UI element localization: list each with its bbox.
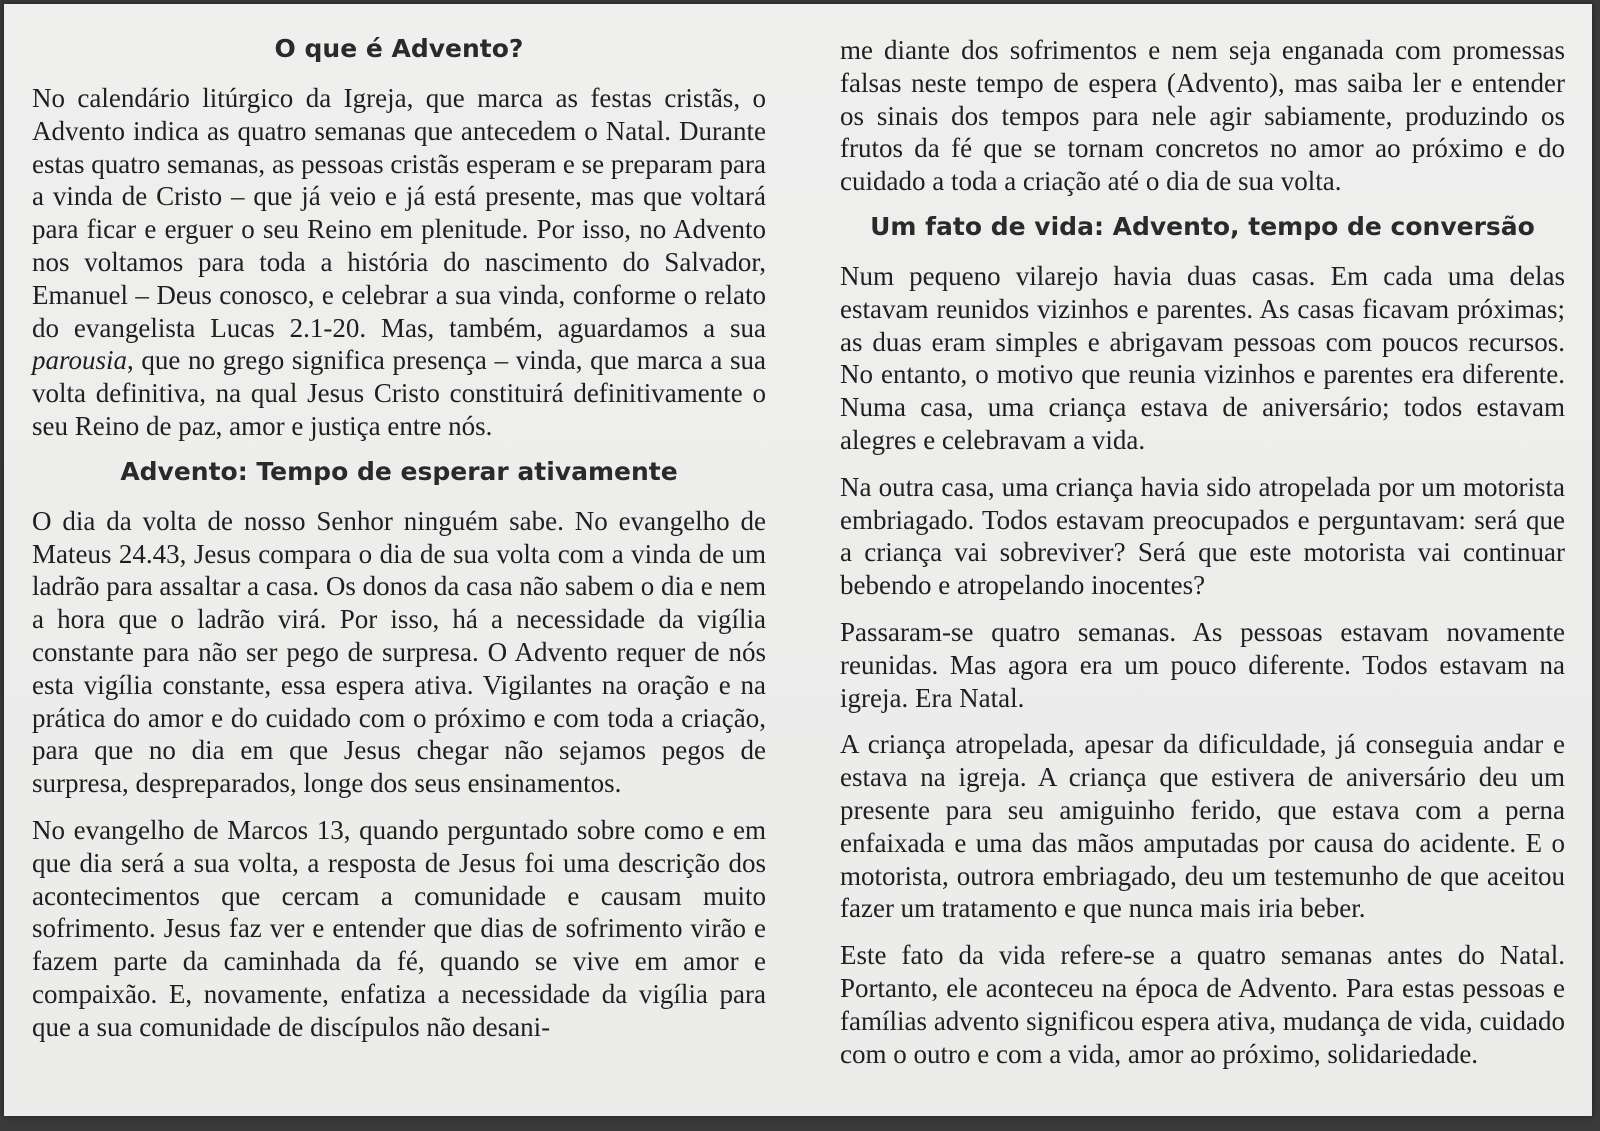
paragraph-marcos: No evangelho de Marcos 13, quando perguntado sobre como e em que dia será a sua volta, a resposta de Jesus foi uma descrição dos acontecimentos que cercam a comunidade e causam muito sofrimento. Jesus faz ver e entender que dias de sofrimento virão e fazem parte da caminhada da fé, quando se vive em amor e compaixão. E, novamente, enfatiza a necessidade da vigília para que a sua comunidade de discípulos não desani-	[32, 814, 766, 1042]
paragraph-quatro-semanas: Passaram-se quatro semanas. As pessoas estavam novamente reunidas. Mas agora era um pouco diferente. Todos estavam na igreja. Era Natal.	[840, 616, 1565, 713]
paragraph-fato-da-vida: Este fato da vida refere-se a quatro semanas antes do Natal. Portanto, ele aconteceu na época de Advento. Para estas pessoas e famílias advento significou espera ativa, mudança de vida, cuidado com o outro e com a vida, amor ao próximo, solidariedade.	[840, 940, 1565, 1069]
paragraph-volta-senhor: O dia da volta de nosso Senhor ninguém sabe. No evangelho de Mateus 24.43, Jesus compara o dia de sua volta com a vinda de um ladrão para assaltar a casa. Os donos da casa não sabem o dia e nem a hora que o ladrão virá. Por isso, há a necessidade da vigília constante para não ser pego de surpresa. O Advento requer de nós esta vigília constante, essa espera ativa. Vigilantes na oração e na prática do amor e do cuidado com o próximo e com toda a criação, para que no dia em que Jesus chegar não sejamos pegos de surpresa, despreparados, longe dos seus ensinamentos.	[32, 505, 766, 799]
paragraph-calendario	[32, 82, 766, 443]
heading-tempo-de-esperar: Advento: Tempo de esperar ativamente	[120, 456, 678, 486]
paragraph-calendario-text: No calendário litúrgico da Igreja, que marca as festas cristãs, o Advento indica as quatro semanas que antecedem o Natal. Durante estas quatro semanas, as pessoas cristãs esperam e se preparam para a vinda de Cristo – que já veio e já está presente, mas que voltará para ficar e erguer o seu Reino em plenitude. Por isso, no Advento nos voltamos para toda a história do nascimento do Salvador, Emanuel – Deus conosco, e celebrar a sua vinda, conforme o relato do evangelista Lucas 2.1-20. Mas, também, aguardamos a sua	[32, 83, 766, 343]
heading-fato-de-vida: Um fato de vida: Advento, tempo de conversão	[870, 211, 1535, 241]
paragraph-calendario-end: , que no grego significa presença – vinda, que marca a sua volta definitiva, na qual Jesus Cristo constituirá definitivamente o seu Reino de paz, amor e justiça entre nós.	[32, 345, 766, 441]
heading-que-e-advento: O que é Advento?	[274, 34, 524, 63]
parousia-term: parousia	[32, 345, 128, 376]
right-column	[840, 34, 1565, 1070]
paragraph-outra-casa: Na outra casa, uma criança havia sido atropelada por um motorista embriagado. Todos estavam preocupados e perguntavam: será que a criança vai sobreviver? Será que este motorista vai continuar bebendo e atropelando inocentes?	[840, 471, 1565, 601]
left-column	[32, 34, 766, 1044]
paragraph-continuation: me diante dos sofrimentos e nem seja enganada com promessas falsas neste tempo de espera (Advento), mas saiba ler e entender os sinais dos tempos para nele agir sabiamente, produzindo os frutos da fé que se tornam concretos no amor ao próximo e do cuidado a toda a criação até o dia de sua volta.	[840, 35, 1565, 197]
booklet-page	[4, 4, 1592, 1116]
paragraph-crianca-atropelada: A criança atropelada, apesar da dificuldade, já conseguia andar e estava na igreja. A criança que estivera de aniversário deu um presente para seu amiguinho ferido, que estava com a perna enfaixada e uma das mãos amputadas por causa do acidente. E o motorista, outrora embriagado, deu um testemunho de que aceitou fazer um tratamento e que nunca mais iria beber.	[840, 729, 1565, 924]
paragraph-vilarejo: Num pequeno vilarejo havia duas casas. Em cada uma delas estavam reunidos vizinhos e parentes. As casas ficavam próximas; as duas eram simples e abrigavam pessoas com poucos recursos. No entanto, o motivo que reunia vizinhos e parentes era diferente. Numa casa, uma criança estava de aniversário; todos estavam alegres e celebravam a vida.	[840, 260, 1565, 455]
